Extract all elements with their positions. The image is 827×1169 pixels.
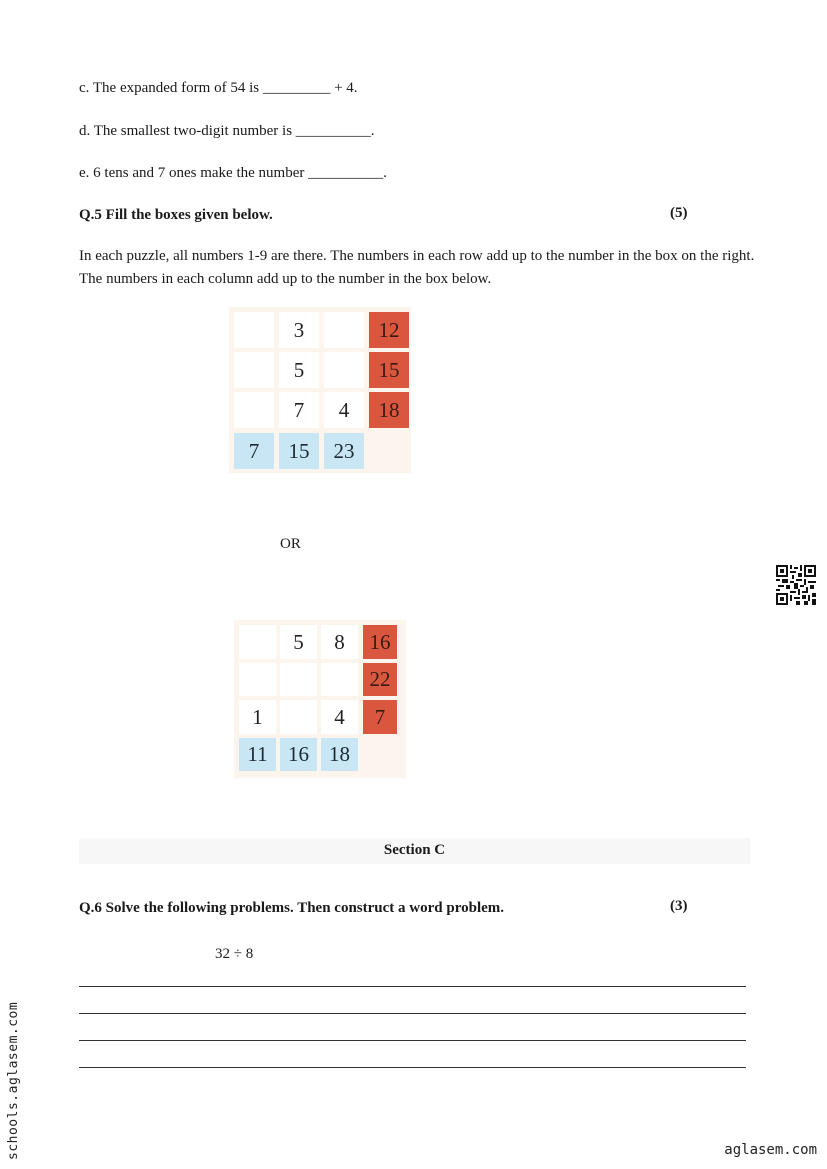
puzzle2-row-sum: 7 xyxy=(363,700,397,734)
q5-title: Q.5 Fill the boxes given below. xyxy=(79,207,273,223)
puzzle2-cell: 1 xyxy=(239,700,276,734)
puzzle1-cell xyxy=(234,312,274,348)
puzzle1-cell xyxy=(234,392,274,428)
puzzle-grid-2 xyxy=(234,620,406,778)
answer-line xyxy=(79,986,746,987)
puzzle2-cell xyxy=(280,700,317,734)
puzzle2-col-sum: 11 xyxy=(239,738,276,771)
puzzle2-cell: 5 xyxy=(280,625,317,659)
section-c-band xyxy=(79,838,750,864)
answer-line xyxy=(79,1013,746,1014)
side-watermark: schools.aglasem.com xyxy=(6,1001,21,1160)
puzzle1-row-sum: 12 xyxy=(369,312,409,348)
puzzle1-cell xyxy=(324,312,364,348)
puzzle1-cell xyxy=(234,352,274,388)
puzzle2-cell: 4 xyxy=(321,700,358,734)
section-c-title: Section C xyxy=(383,842,446,858)
puzzle2-cell: 8 xyxy=(321,625,358,659)
q6-number: Q.6 xyxy=(79,900,102,916)
or-label: OR xyxy=(280,536,301,552)
puzzle2-cell xyxy=(321,663,358,696)
puzzle1-col-sum: 23 xyxy=(324,433,364,469)
puzzle1-col-sum: 15 xyxy=(279,433,319,469)
puzzle2-col-sum: 18 xyxy=(321,738,358,771)
puzzle1-cell: 3 xyxy=(279,312,319,348)
q5-instructions: In each puzzle, all numbers 1-9 are there. The numbers in each row add up to the number in the box on the right. The numbers in each column add up to the number in the box below. xyxy=(79,248,755,287)
puzzle1-cell: 7 xyxy=(279,392,319,428)
q6-text: Solve the following problems. Then construct a word problem. xyxy=(105,900,505,916)
q5-marks: (5) xyxy=(670,205,688,221)
footer-watermark: aglasem.com xyxy=(724,1142,817,1158)
q6-title xyxy=(79,898,504,918)
puzzle2-row-sum: 22 xyxy=(363,663,397,696)
puzzle2-col-sum: 16 xyxy=(280,738,317,771)
question-line-e: e. 6 tens and 7 ones make the number __________. xyxy=(79,165,387,181)
puzzle2-row-sum: 16 xyxy=(363,625,397,659)
qr-code-icon xyxy=(776,565,816,605)
q6-marks: (3) xyxy=(670,898,688,914)
puzzle2-cell xyxy=(280,663,317,696)
puzzle1-row-sum: 18 xyxy=(369,392,409,428)
answer-line xyxy=(79,1067,746,1068)
q6-expression: 32 ÷ 8 xyxy=(215,946,254,962)
answer-line xyxy=(79,1040,746,1041)
puzzle1-cell: 5 xyxy=(279,352,319,388)
puzzle1-cell: 4 xyxy=(324,392,364,428)
puzzle1-cell xyxy=(324,352,364,388)
puzzle2-cell xyxy=(239,663,276,696)
puzzle-grid-1 xyxy=(229,307,411,473)
puzzle2-cell xyxy=(239,625,276,659)
question-line-c: c. The expanded form of 54 is _________ + 4. xyxy=(79,80,358,96)
puzzle1-row-sum: 15 xyxy=(369,352,409,388)
question-line-d: d. The smallest two-digit number is __________. xyxy=(79,123,375,139)
puzzle1-col-sum: 7 xyxy=(234,433,274,469)
